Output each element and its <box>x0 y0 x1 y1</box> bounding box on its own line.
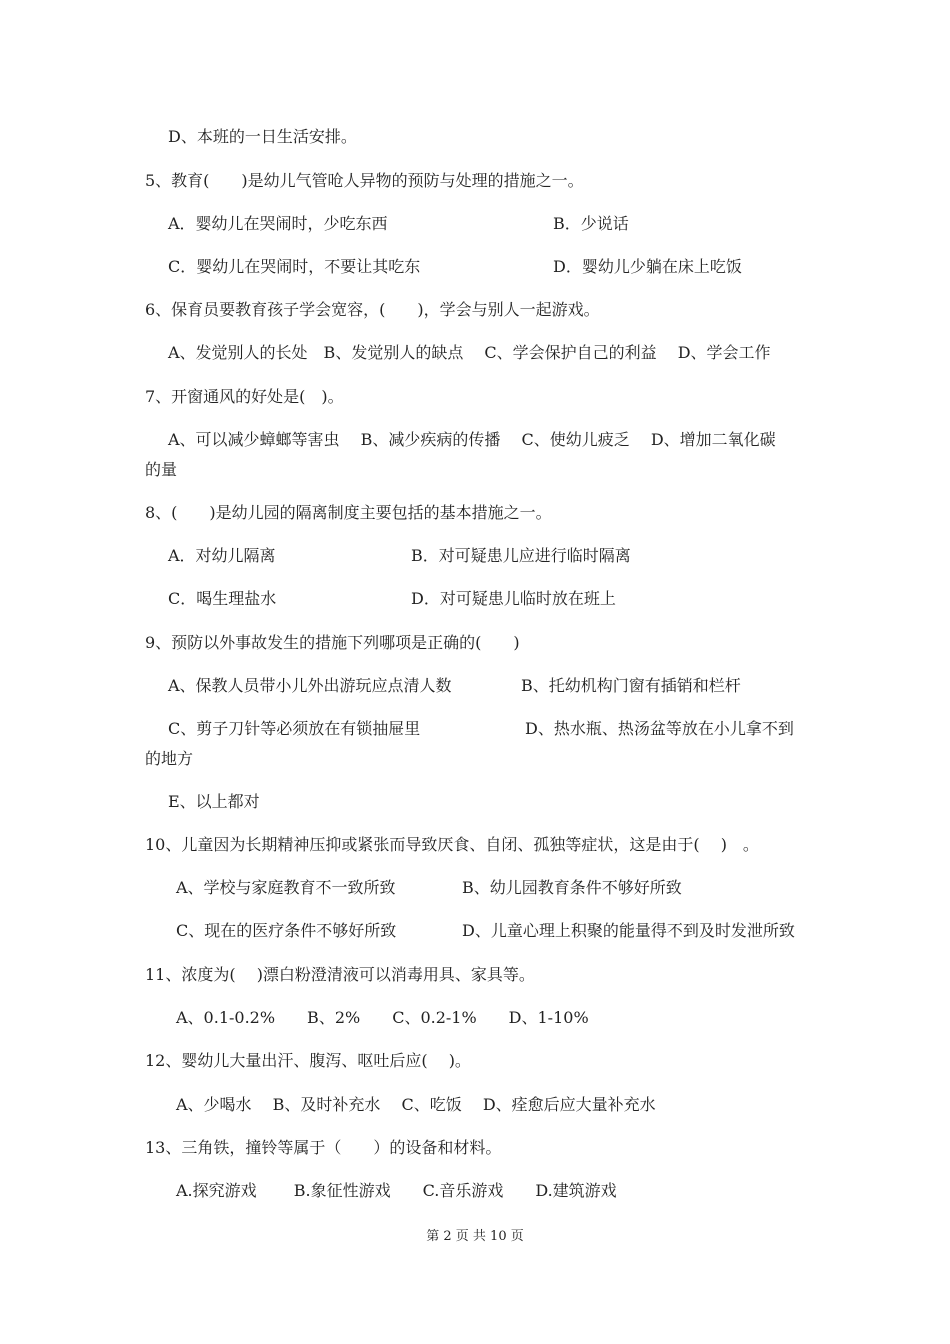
options-line: A、0.1-0.2% B、2% C、0.2-1% D、1-10% <box>176 1008 589 1027</box>
page-footer: 第 2 页 共 10 页 <box>426 1229 524 1244</box>
question-11: 11、浓度为( )漂白粉澄清液可以消毒用具、家具等。 <box>145 965 535 984</box>
options-line: A、发觉别人的长处 B、发觉别人的缺点 C、学会保护自己的利益 D、学会工作 <box>168 343 771 362</box>
question-9: 9、预防以外事故发生的措施下列哪项是正确的( ) <box>145 633 520 652</box>
option-c: C．婴幼儿在哭闹时，不要让其吃东 <box>168 257 421 276</box>
option-b: B．对可疑患儿应进行临时隔离 <box>411 546 631 565</box>
option-b: B．少说话 <box>553 214 629 233</box>
option-d: D．婴幼儿少躺在床上吃饭 <box>553 257 742 276</box>
option-c: C、剪子刀针等必须放在有锁抽屉里 <box>168 719 421 738</box>
option-c: C、现在的医疗条件不够好所致 <box>176 921 397 940</box>
options-continuation: 的量 <box>145 460 178 479</box>
option-d: D、儿童心理上积聚的能量得不到及时发泄所致 <box>462 921 795 940</box>
option-a: A．婴幼儿在哭闹时，少吃东西 <box>168 214 388 233</box>
option-a: A．对幼儿隔离 <box>168 546 276 565</box>
question-12: 12、婴幼儿大量出汗、腹泻、呕吐后应( )。 <box>145 1051 471 1070</box>
options-line: A、少喝水 B、及时补充水 C、吃饭 D、痊愈后应大量补充水 <box>176 1095 656 1114</box>
question-6: 6、保育员要教育孩子学会宽容，( )，学会与别人一起游戏。 <box>145 300 600 319</box>
question-10: 10、儿童因为长期精神压抑或紧张而导致厌食、自闭、孤独等症状，这是由于( ) 。 <box>145 835 759 854</box>
option-d: D．对可疑患儿临时放在班上 <box>411 589 616 608</box>
option-c: C．喝生理盐水 <box>168 589 277 608</box>
options-line: A、可以减少蟑螂等害虫 B、减少疾病的传播 C、使幼儿疲乏 D、增加二氧化碳 <box>168 430 776 449</box>
option-b: B、托幼机构门窗有插销和栏杆 <box>521 676 741 695</box>
question-5: 5、教育( )是幼儿气管呛人异物的预防与处理的措施之一。 <box>145 171 584 190</box>
question-8: 8、( )是幼儿园的隔离制度主要包括的基本措施之一。 <box>145 503 552 522</box>
options-continuation: 的地方 <box>145 749 194 768</box>
option-line: D、本班的一日生活安排。 <box>168 127 357 146</box>
options-line: A.探究游戏 B.象征性游戏 C.音乐游戏 D.建筑游戏 <box>176 1181 617 1200</box>
option-a: A、学校与家庭教育不一致所致 <box>176 878 396 897</box>
question-13: 13、三角铁，撞铃等属于（ ）的设备和材料。 <box>145 1138 502 1157</box>
option-d: D、热水瓶、热汤盆等放在小儿拿不到 <box>525 719 794 738</box>
option-b: B、幼儿园教育条件不够好所致 <box>462 878 682 897</box>
option-a: A、保教人员带小儿外出游玩应点清人数 <box>168 676 452 695</box>
question-7: 7、开窗通风的好处是( )。 <box>145 387 344 406</box>
option-e: E、以上都对 <box>168 792 260 811</box>
